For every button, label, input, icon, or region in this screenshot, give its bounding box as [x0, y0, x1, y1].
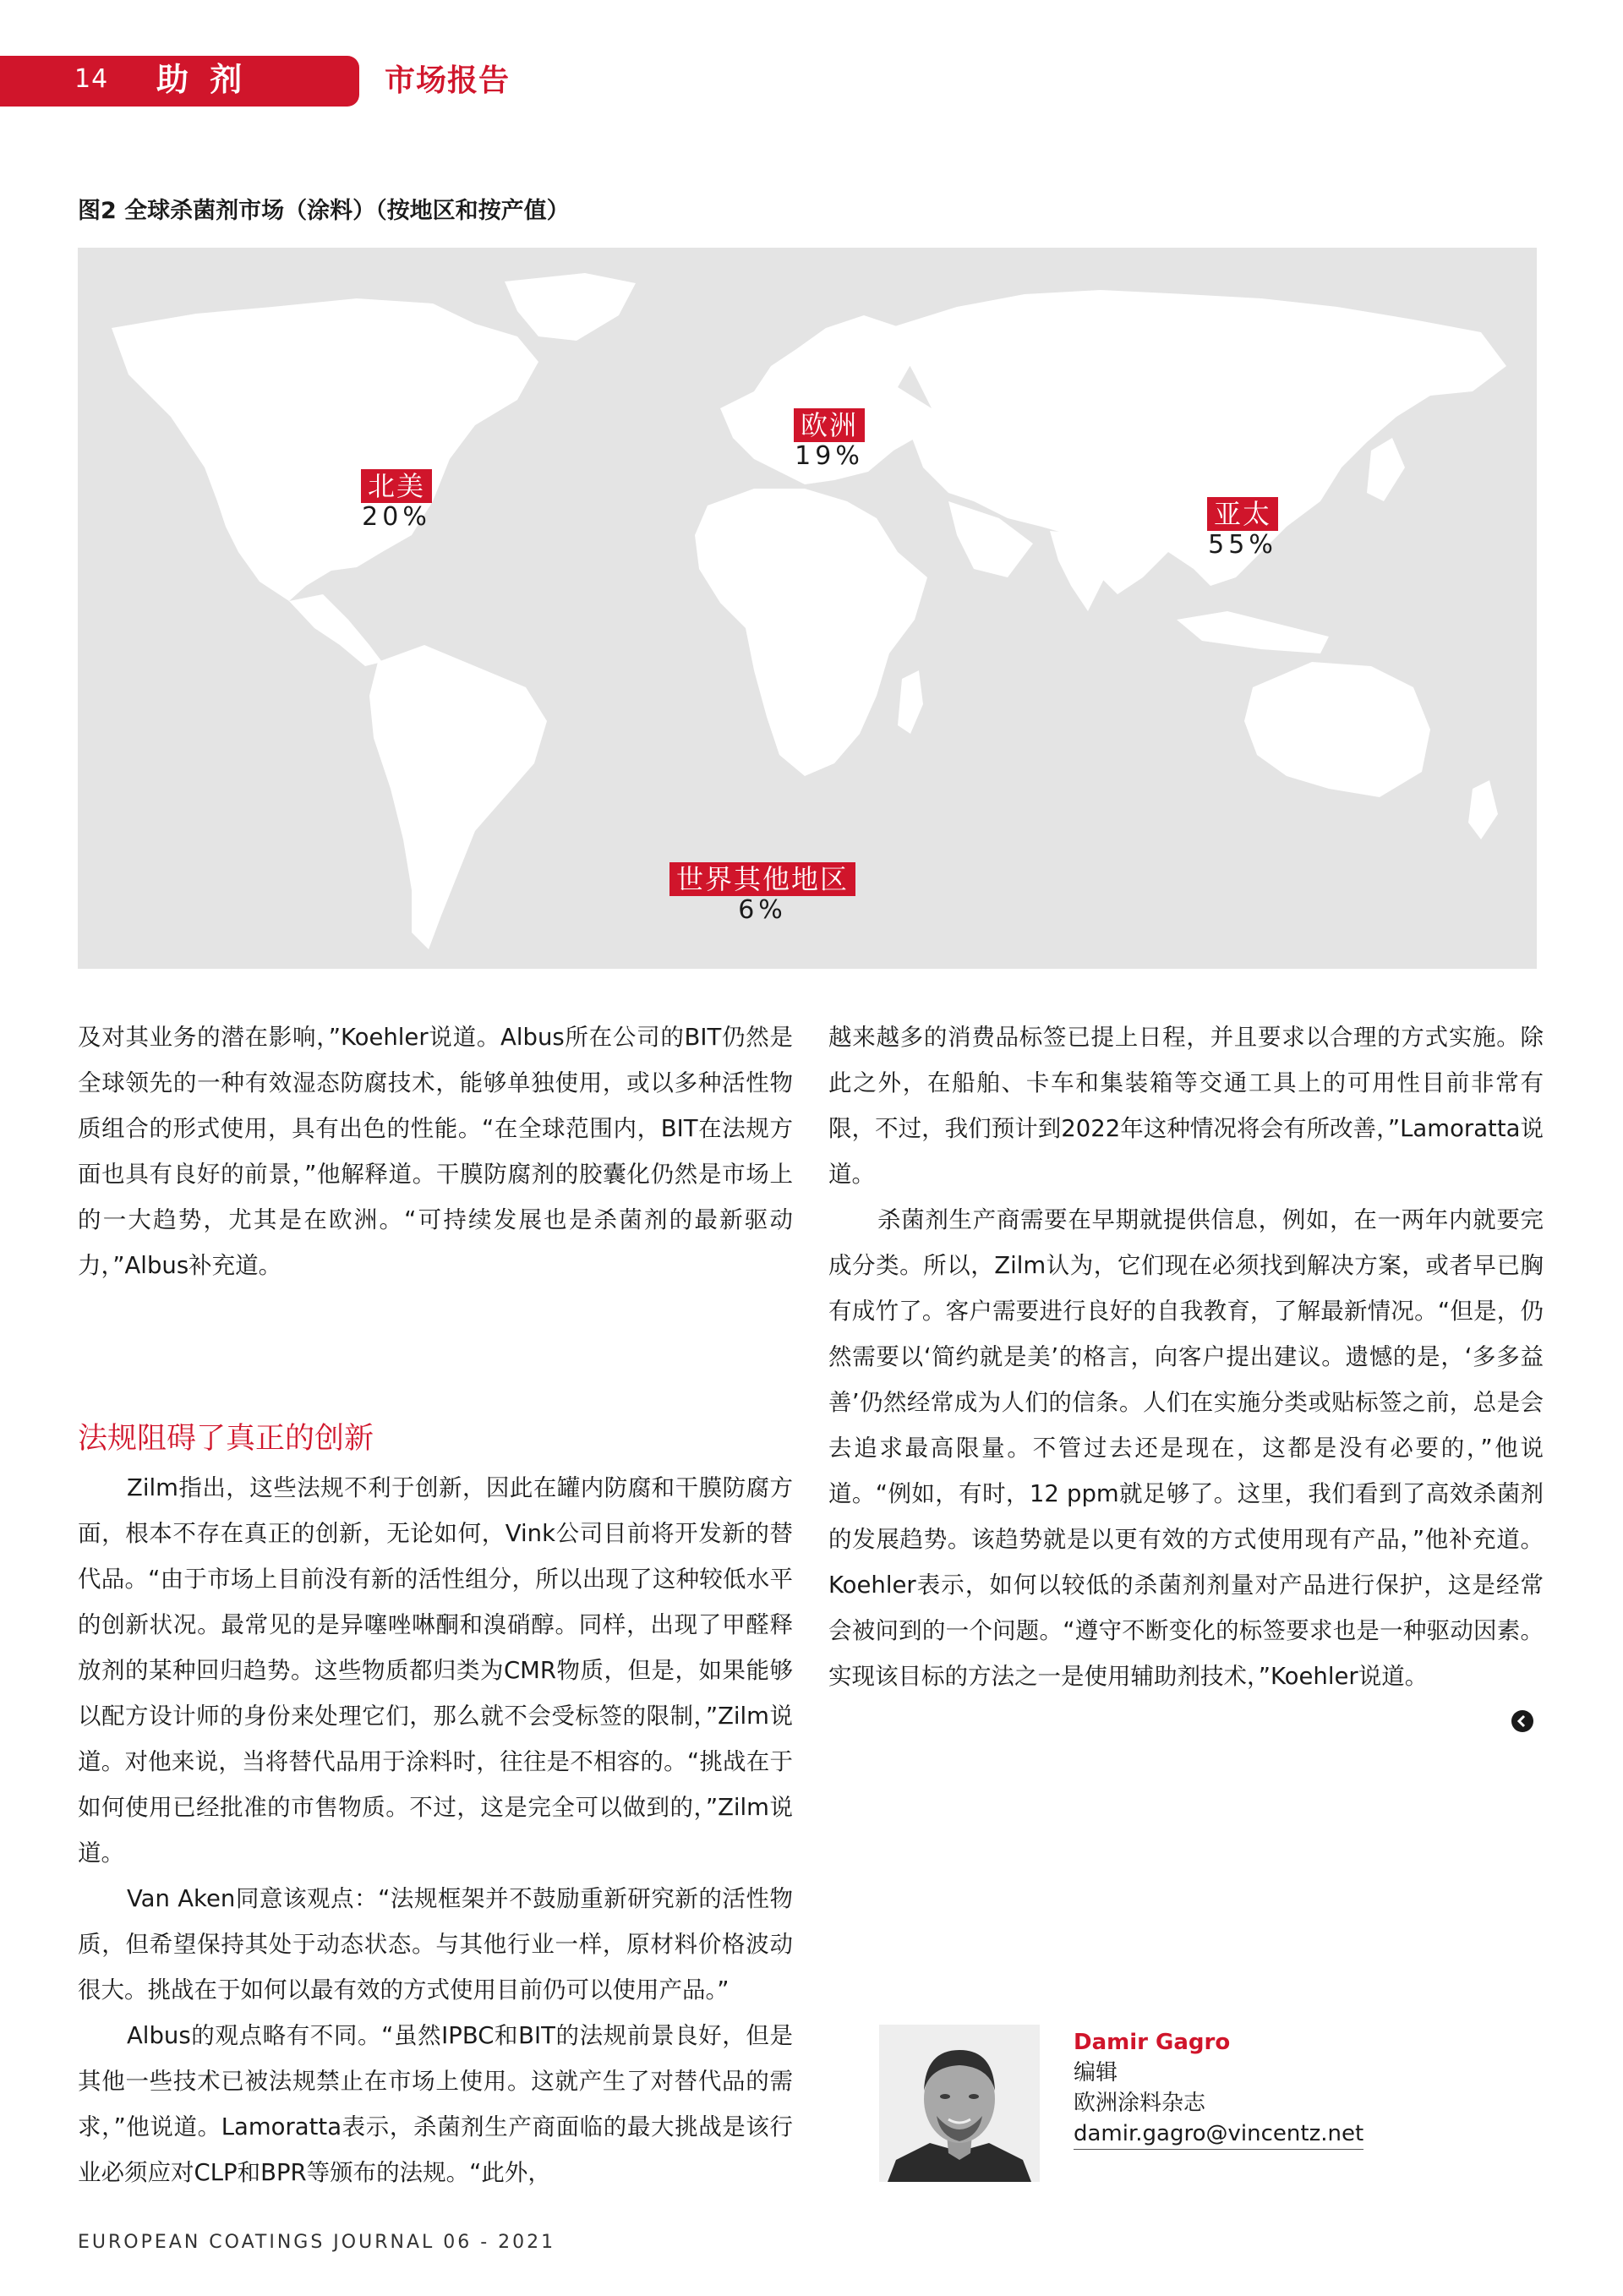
paragraph: 越来越多的消费品标签已提上日程，并且要求以合理的方式实施。除此之外，在船舶、卡车和集装箱等交通工具上的可用性目前非常有限，不过，我们预计到2022年这种情况将会有所改善，”Lamoratta说道。 — [828, 1024, 1544, 1188]
islands-shape — [1177, 611, 1329, 653]
author-publication: 欧洲涂料杂志 — [1074, 2091, 1206, 2116]
south-america-shape — [369, 645, 547, 949]
paragraph: Albus的观点略有不同。“虽然IPBC和BIT的法规前景良好，但是其他一些技术已被法规禁止在市场上使用。这就产生了对替代品的需求，”他说道。Lamoratta表示，杀菌剂生产商面临的最大挑战是该行业必须应对CLP和BPR等颁布的法规。“此外， — [78, 2022, 793, 2186]
madagascar-shape — [898, 670, 923, 734]
region-share: 19% — [795, 441, 864, 471]
article-left-intro — [78, 1014, 793, 1288]
region-name: 北美 — [361, 469, 432, 503]
header-topic: 市场报告 — [385, 63, 511, 98]
author-name: Damir Gagro — [1074, 2030, 1231, 2055]
footer-journal-issue: EUROPEAN COATINGS JOURNAL 06 - 2021 — [78, 2232, 556, 2253]
central-america-shape — [289, 594, 382, 666]
section-subheading: 法规阻碍了真正的创新 — [78, 1422, 374, 1456]
paragraph: 及对其业务的潜在影响，”Koehler说道。Albus所在公司的BIT仍然是全球领先的一种有效湿态防腐技术，能够单独使用，或以多种活性物质组合的形式使用，具有出色的性能。“在全球范围内，BIT在法规方面也具有良好的前景，”他解释道。干膜防腐剂的胶囊化仍然是市场上的一大趋势，尤其是在欧洲。“可持续发展也是杀菌剂的最新驱动力，”Albus补充道。 — [78, 1024, 793, 1279]
paragraph: Van Aken同意该观点：“法规框架并不鼓励重新研究新的活性物质，但希望保持其处于动态状态。与其他行业一样，原材料价格波动很大。挑战在于如何以最有效的方式使用目前仍可以使用产品。” — [78, 1885, 793, 2004]
article-end-icon — [1511, 1710, 1533, 1732]
page-number: 14 — [74, 64, 109, 94]
region-label-north-america — [361, 469, 432, 532]
region-name: 亚太 — [1207, 497, 1278, 531]
article-left-column — [78, 1416, 793, 2195]
new-zealand-shape — [1468, 780, 1498, 839]
figure-caption: 图2 全球杀菌剂市场（涂料）（按地区和按产值） — [78, 198, 570, 224]
region-label-rest-of-world — [669, 862, 855, 925]
region-share: 55% — [1208, 530, 1277, 560]
india-shape — [1050, 531, 1109, 611]
paragraph: 杀菌剂生产商需要在早期就提供信息，例如，在一两年内就要完成分类。所以，Zilm认为，它们现在必须找到解决方案，或者早已胸有成竹了。客户需要进行良好的自我教育，了解最新情况。“但是，仍然需要以‘简约就是美’的格言，向客户提出建议。遗憾的是，‘多多益善’仍然经常成为人们的信条。人们在实施分类或贴标签之前，总是会去追求最高限量。不管过去还是现在，这都是没有必要的，”他说道。“例如，有时，12 ppm就足够了。这里，我们看到了高效杀菌剂的发展趋势。该趋势就是以更有效的方式使用现有产品，”他补充道。Koehler表示，如何以较低的杀菌剂剂量对产品进行保护，这是经常会被问到的一个问题。“遵守不断变化的标签要求也是一种驱动因素。实现该目标的方法之一是使用辅助剂技术，”Koehler说道。 — [828, 1206, 1544, 1690]
author-photo — [879, 2025, 1040, 2182]
region-share: 20% — [362, 502, 431, 532]
section-label: 助 剂 — [156, 61, 248, 98]
paragraph: Zilm指出，这些法规不利于创新，因此在罐内防腐和干膜防腐方面，根本不存在真正的创新，无论如何，Vink公司目前将开发新的替代品。“由于市场上目前没有新的活性组分，所以出现了这种较低水平的创新状况。最常见的是异噻唑啉酮和溴硝醇。同样，出现了甲醛释放剂的某种回归趋势。这些物质都归类为CMR物质，但是，如果能够以配方设计师的身份来处理它们，那么就不会受标签的限制，”Zilm说道。对他来说，当将替代品用于涂料时，往往是不相容的。“挑战在于如何使用已经批准的市售物质。不过，这是完全可以做到的，”Zilm说道。 — [78, 1474, 793, 1867]
africa-shape — [695, 489, 927, 776]
greenland-shape — [505, 273, 636, 341]
region-share: 6% — [738, 895, 787, 925]
region-name: 欧洲 — [794, 408, 865, 442]
author-role: 编辑 — [1074, 2060, 1118, 2086]
region-label-asia-pacific — [1207, 497, 1278, 560]
japan-shape — [1367, 438, 1405, 501]
author-info — [1074, 2027, 1547, 2150]
article-right-column — [828, 1014, 1544, 1699]
world-map-icon — [78, 248, 1537, 969]
australia-shape — [1244, 662, 1430, 797]
north-america-shape — [112, 298, 538, 601]
world-map-figure — [78, 248, 1537, 969]
region-name: 世界其他地区 — [669, 862, 855, 896]
region-label-europe — [794, 408, 865, 471]
author-email-link[interactable]: damir.gagro@vincentz.net — [1074, 2118, 1363, 2150]
